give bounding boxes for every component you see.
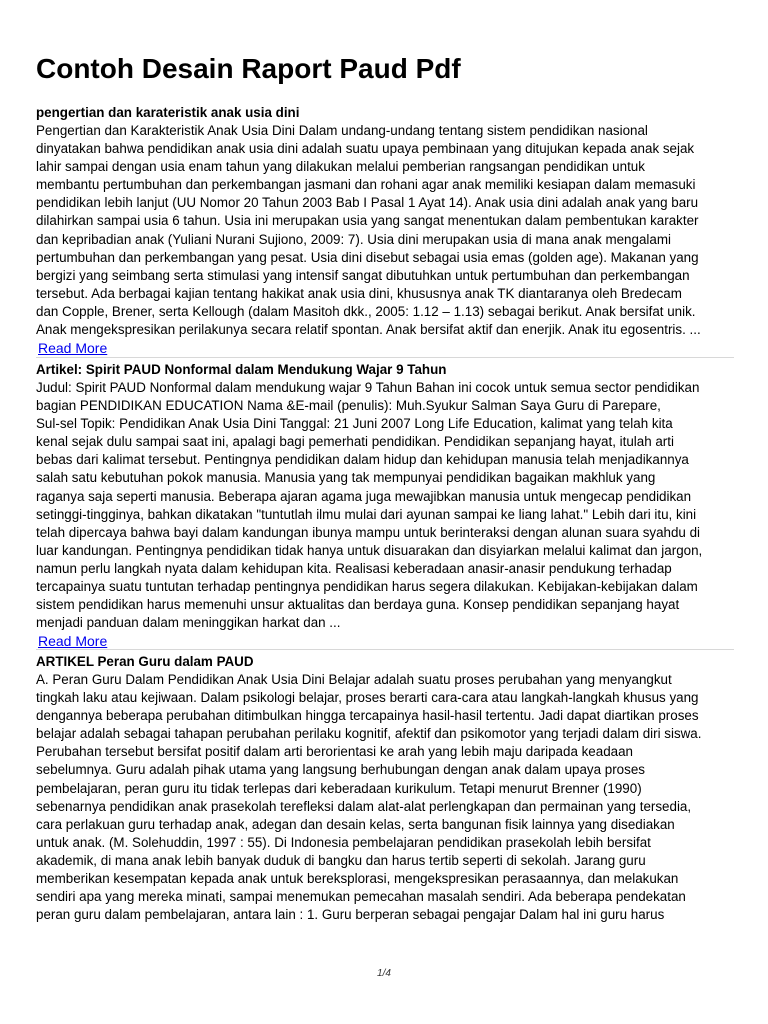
article-body: A. Peran Guru Dalam Pendidikan Anak Usia Dini Belajar adalah suatu proses perubahan yang menyangkut tingkah laku atau kejiwaan. Dalam psikologi belajar, proses berarti cara-cara atau langkah-langkah khusus yang dengannya beberapa perubahan ditimbulkan hingga tercapainya hasil-hasil tertentu. Jadi dapat diartikan proses belajar adalah sebagai tahapan perubahan perilaku kognitif, afektif dan psikomotor yang terjadi dalam diri siswa. Perubahan tersebut bersifat positif dalam arti berorientasi ke arah yang lebih maju daripada keadaan sebelumnya. Guru adalah pihak utama yang langsung berhubungan dengan anak dalam upaya proses pembelajaran, peran guru itu tidak terlepas dari keberadaan kurikulum. Tetapi menurut Brenner (1990) sebenarnya pendidikan anak prasekolah terefleksi dalam alat-alat perlengkapan dan permainan yang tersedia, cara perlakuan guru terhadap anak, adegan dan desain kelas, serta bangunan fisik lainnya yang disediakan untuk anak. (M. Solehuddin, 1997 : 55). Di Indonesia pembelajaran pendidikan prasekolah lebih bersifat akademik, di mana anak lebih banyak duduk di bangku dan harus tertib seperti di sekolah. Jarang guru memberikan kesempatan kepada anak untuk bereksplorasi, mengekspresikan perasaannya, dan melakukan sendiri apa yang mereka minati, sampai menemukan pemecahan masalah sendiri. Ada beberapa pendekatan peran guru dalam pembelajaran, antara lain : 1. Guru berperan sebagai pengajar Dalam hal ini guru harus — [36, 672, 702, 923]
article-3 — [36, 653, 734, 924]
read-more-link[interactable]: Read More — [38, 633, 108, 650]
article-divider — [36, 357, 734, 358]
article-2 — [36, 361, 734, 651]
article-1 — [36, 104, 734, 358]
article-heading: ARTIKEL Peran Guru dalam PAUD — [36, 654, 254, 669]
article-body: Judul: Spirit PAUD Nonformal dalam mendukung wajar 9 Tahun Bahan ini cocok untuk semua sector pendidikan bagian PENDIDIKAN EDUCATION Nama &E-mail (penulis): Muh.Syukur Salman Saya Guru di Parepare, Sul-sel Topik: Pendidikan Anak Usia Dini Tanggal: 21 Juni 2007 Long Life Education, kalimat yang telah kita kenal sejak dulu sampai saat ini, apalagi bagi pemerhati pendidikan. Pendidikan sepanjang hayat, itulah arti bebas dari kalimat tersebut. Pentingnya pendidikan dalam hidup dan kehidupan manusia telah menjadikannya salah satu kebutuhan pokok manusia. Manusia yang tak mempunyai pendidikan bagaikan makhluk yang raganya saja seperti manusia. Beberapa ajaran agama juga mewajibkan manusia untuk mengecap pendidikan setinggi-tingginya, bahkan dikatakan "tuntutlah ilmu mulai dari ayunan sampai ke liang lahat." Lebih dari itu, kini telah dipercaya bahwa bayi dalam kandungan ibunya mampu untuk berinteraksi dengan alunan suara syahdu di luar kandungan. Pentingnya pendidikan tidak hanya untuk disuarakan dan disyiarkan melalui kalimat dan jargon, namun perlu langkah nyata dalam kehidupan kita. Realisasi keberadaan anasir-anasir pendukung terhadap tercapainya suatu tuntutan terhadap pentingnya pendidikan harus segera dilakukan. Kebijakan-kebijakan dalam sistem pendidikan harus memenuhi unsur aktualitas dan berdaya guna. Konsep pendidikan sepanjang hayat menjadi panduan dalam meninggikan harkat dan ... — [36, 380, 703, 631]
article-divider — [36, 649, 734, 650]
article-heading: Artikel: Spirit PAUD Nonformal dalam Mendukung Wajar 9 Tahun — [36, 362, 447, 377]
read-more-link[interactable]: Read More — [38, 340, 108, 357]
page-title: Contoh Desain Raport Paud Pdf — [36, 53, 461, 84]
article-body: Pengertian dan Karakteristik Anak Usia Dini Dalam undang-undang tentang sistem pendidikan nasional dinyatakan bahwa pendidikan anak usia dini adalah suatu upaya pembinaan yang ditujukan kepada anak sejak lahir sampai dengan usia enam tahun yang dilakukan melalui pemberian rangsangan pendidikan untuk membantu pertumbuhan dan perkembangan jasmani dan rohani agar anak memiliki kesiapan dalam memasuki pendidikan lebih lanjut (UU Nomor 20 Tahun 2003 Bab I Pasal 1 Ayat 14). Anak usia dini adalah anak yang baru dilahirkan sampai usia 6 tahun. Usia ini merupakan usia yang sangat menentukan dalam pembentukan karakter dan kepribadian anak (Yuliani Nurani Sujiono, 2009: 7). Usia dini merupakan usia di mana anak mengalami pertumbuhan dan perkembangan yang pesat. Usia dini disebut sebagai usia emas (golden age). Makanan yang bergizi yang seimbang serta stimulasi yang intensif sangat dibutuhkan untuk pertumbuhan dan perkembangan tersebut. Ada berbagai kajian tentang hakikat anak usia dini, khususnya anak TK diantaranya oleh Bredecam dan Copple, Brener, serta Kellough (dalam Masitoh dkk., 2005: 1.12 – 1.13) sebagai berikut. Anak bersifat unik. Anak mengekspresikan perilakunya secara relatif spontan. Anak bersifat aktif dan enerjik. Anak itu egosentris. ... — [36, 123, 701, 338]
page-number: 1/4 — [377, 968, 391, 979]
article-heading: pengertian dan karateristik anak usia dini — [36, 105, 300, 120]
